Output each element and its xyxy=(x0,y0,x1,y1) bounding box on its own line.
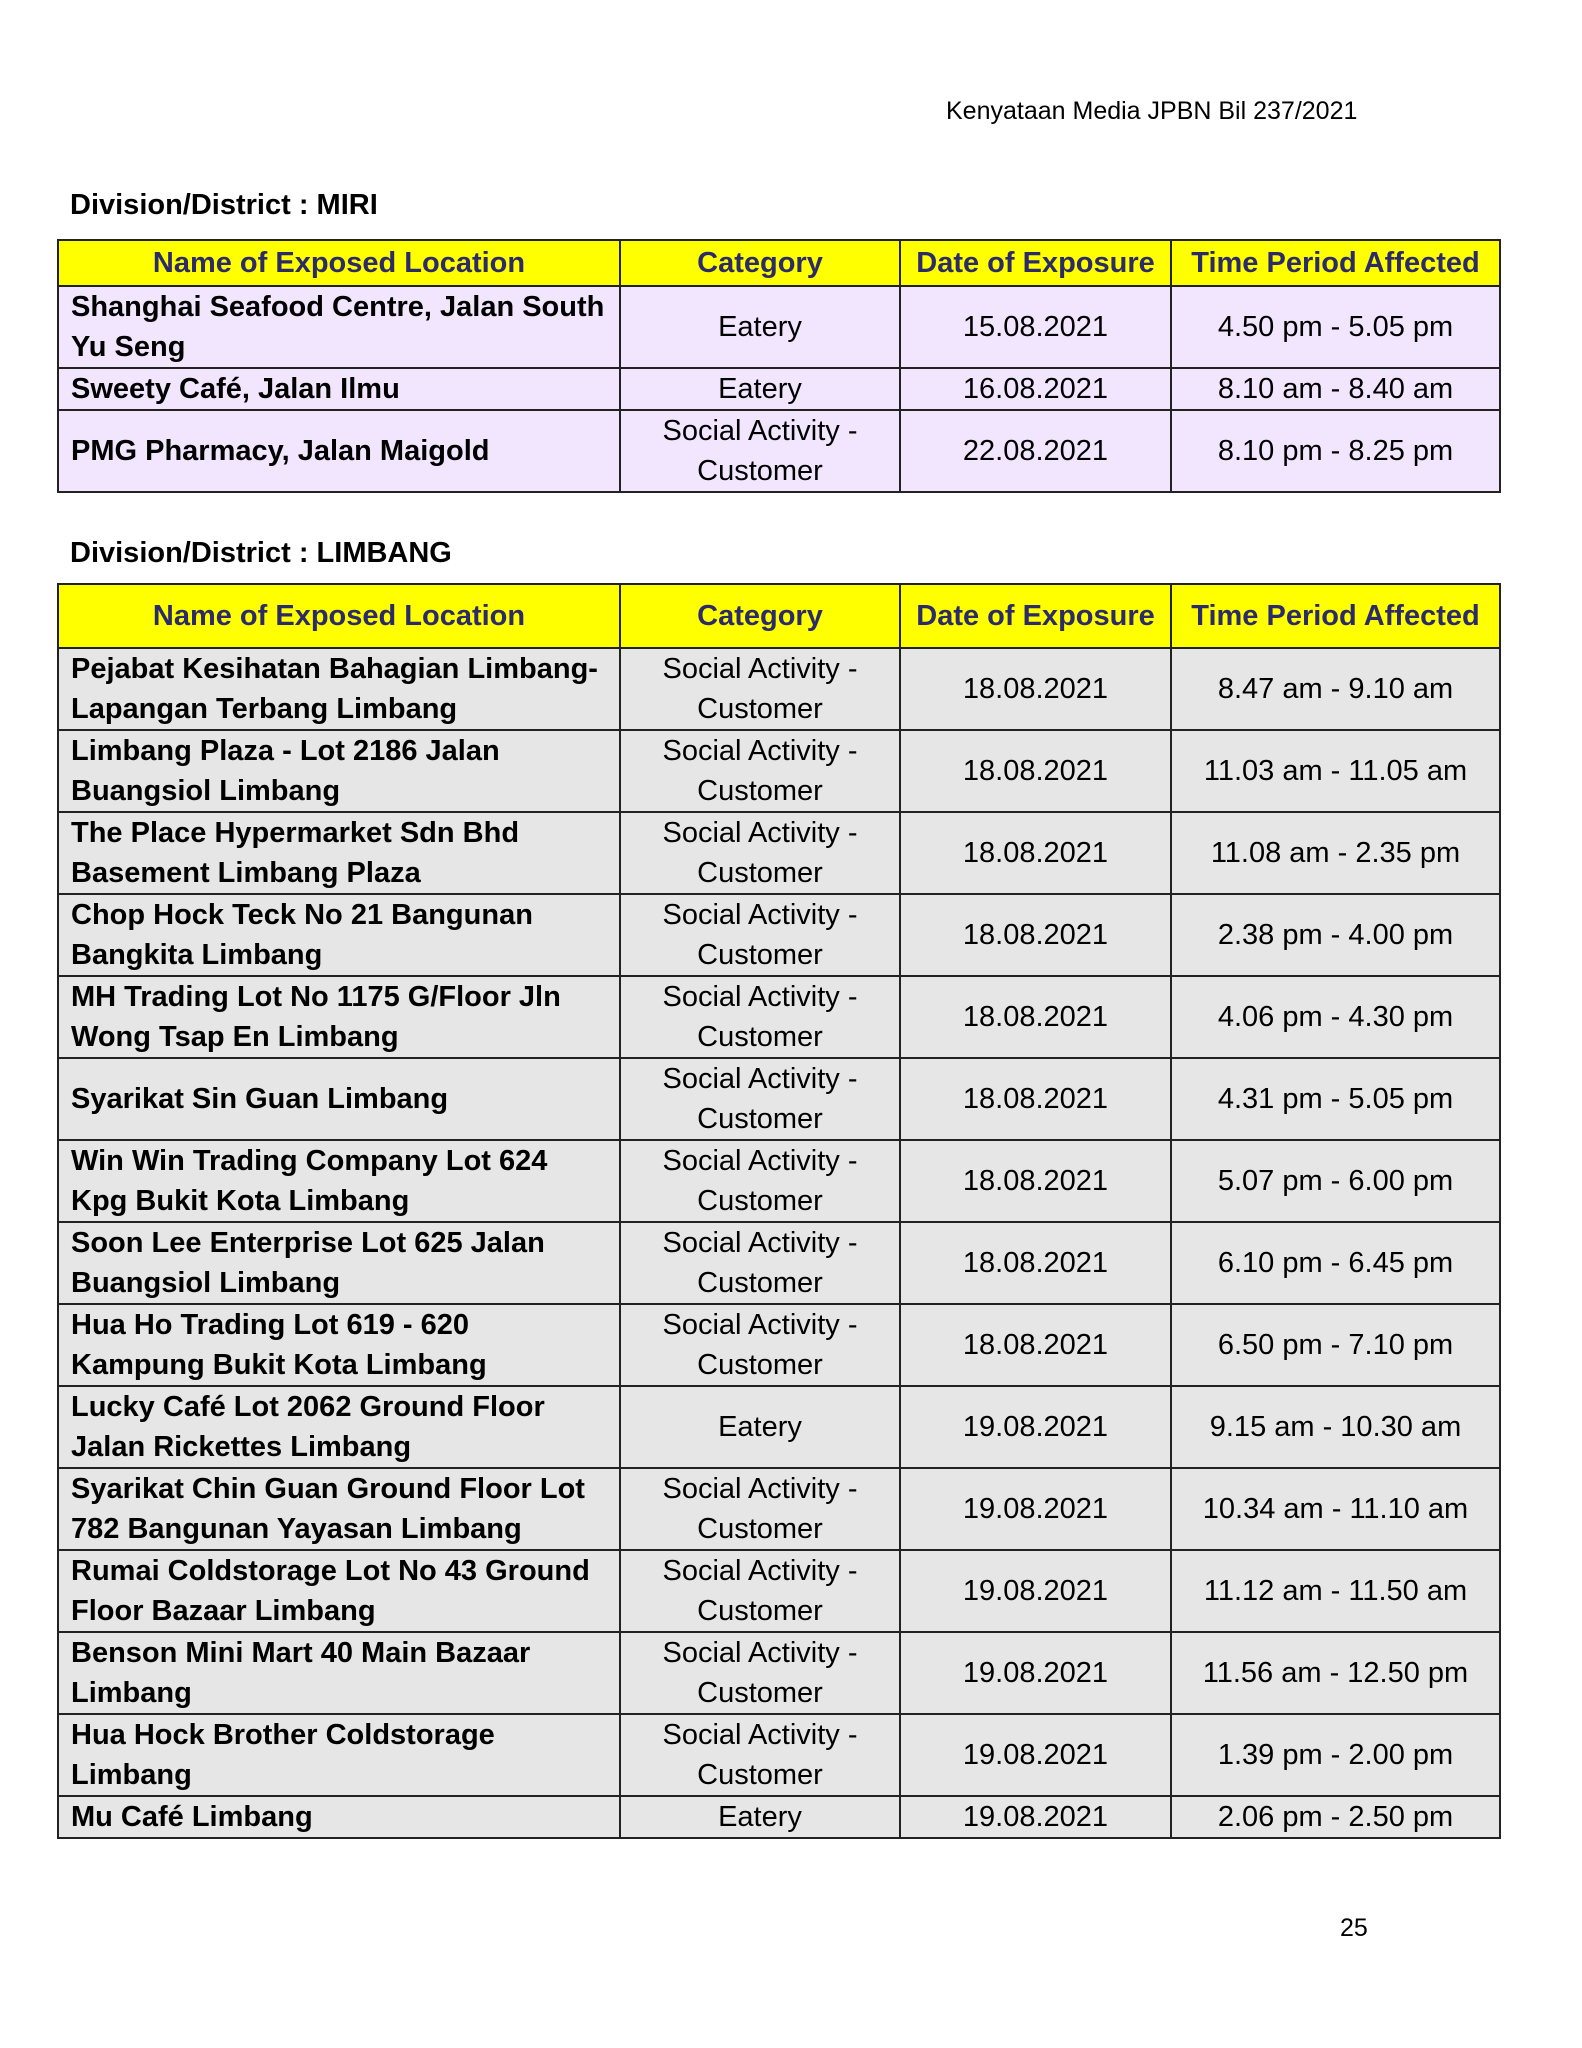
table-row xyxy=(58,1386,1500,1468)
date-cell: 18.08.2021 xyxy=(900,648,1171,730)
section-label-miri: Division/District : MIRI xyxy=(70,189,378,221)
table-row xyxy=(58,976,1500,1058)
table-header-row xyxy=(58,584,1500,648)
time-period-cell: 2.06 pm - 2.50 pm xyxy=(1171,1796,1500,1838)
column-header-category: Category xyxy=(620,584,900,648)
table-row xyxy=(58,1058,1500,1140)
category-cell: Social Activity - Customer xyxy=(620,1140,900,1222)
location-cell: The Place Hypermarket Sdn Bhd Basement Limbang Plaza xyxy=(58,812,620,894)
date-cell: 19.08.2021 xyxy=(900,1468,1171,1550)
table-row xyxy=(58,1468,1500,1550)
date-cell: 15.08.2021 xyxy=(900,286,1171,368)
time-period-cell: 11.03 am - 11.05 am xyxy=(1171,730,1500,812)
date-cell: 18.08.2021 xyxy=(900,730,1171,812)
category-cell: Eatery xyxy=(620,1386,900,1468)
location-cell: Soon Lee Enterprise Lot 625 Jalan Buangsiol Limbang xyxy=(58,1222,620,1304)
table-row xyxy=(58,1550,1500,1632)
time-period-cell: 2.38 pm - 4.00 pm xyxy=(1171,894,1500,976)
time-period-cell: 6.50 pm - 7.10 pm xyxy=(1171,1304,1500,1386)
location-cell: Syarikat Chin Guan Ground Floor Lot 782 Bangunan Yayasan Limbang xyxy=(58,1468,620,1550)
category-cell: Social Activity - Customer xyxy=(620,730,900,812)
date-cell: 19.08.2021 xyxy=(900,1796,1171,1838)
date-cell: 18.08.2021 xyxy=(900,976,1171,1058)
location-cell: Limbang Plaza - Lot 2186 Jalan Buangsiol Limbang xyxy=(58,730,620,812)
location-cell: Pejabat Kesihatan Bahagian Limbang-Lapangan Terbang Limbang xyxy=(58,648,620,730)
time-period-cell: 8.10 am - 8.40 am xyxy=(1171,368,1500,410)
category-cell: Social Activity - Customer xyxy=(620,1058,900,1140)
date-cell: 18.08.2021 xyxy=(900,1304,1171,1386)
location-cell: Shanghai Seafood Centre, Jalan South Yu Seng xyxy=(58,286,620,368)
date-cell: 19.08.2021 xyxy=(900,1714,1171,1796)
location-cell: Rumai Coldstorage Lot No 43 Ground Floor Bazaar Limbang xyxy=(58,1550,620,1632)
document-reference: Kenyataan Media JPBN Bil 237/2021 xyxy=(946,97,1358,125)
category-cell: Social Activity - Customer xyxy=(620,1550,900,1632)
table-row xyxy=(58,894,1500,976)
time-period-cell: 8.10 pm - 8.25 pm xyxy=(1171,410,1500,492)
date-cell: 18.08.2021 xyxy=(900,1222,1171,1304)
exposure-table-miri xyxy=(57,239,1501,493)
table-row xyxy=(58,1796,1500,1838)
table-row xyxy=(58,410,1500,492)
table-row xyxy=(58,730,1500,812)
category-cell: Social Activity - Customer xyxy=(620,894,900,976)
time-period-cell: 9.15 am - 10.30 am xyxy=(1171,1386,1500,1468)
table-body-miri xyxy=(58,286,1500,492)
column-header-location: Name of Exposed Location xyxy=(58,240,620,286)
category-cell: Eatery xyxy=(620,368,900,410)
time-period-cell: 11.12 am - 11.50 am xyxy=(1171,1550,1500,1632)
location-cell: PMG Pharmacy, Jalan Maigold xyxy=(58,410,620,492)
category-cell: Social Activity - Customer xyxy=(620,1222,900,1304)
time-period-cell: 11.08 am - 2.35 pm xyxy=(1171,812,1500,894)
table-row xyxy=(58,286,1500,368)
table-row xyxy=(58,368,1500,410)
time-period-cell: 4.31 pm - 5.05 pm xyxy=(1171,1058,1500,1140)
date-cell: 19.08.2021 xyxy=(900,1632,1171,1714)
table-body-limbang xyxy=(58,648,1500,1838)
date-cell: 18.08.2021 xyxy=(900,812,1171,894)
category-cell: Eatery xyxy=(620,1796,900,1838)
table-row xyxy=(58,1304,1500,1386)
column-header-category: Category xyxy=(620,240,900,286)
time-period-cell: 4.50 pm - 5.05 pm xyxy=(1171,286,1500,368)
location-cell: Lucky Café Lot 2062 Ground Floor Jalan Rickettes Limbang xyxy=(58,1386,620,1468)
exposure-table-limbang xyxy=(57,583,1501,1839)
table-row xyxy=(58,1222,1500,1304)
table-row xyxy=(58,1632,1500,1714)
location-cell: Chop Hock Teck No 21 Bangunan Bangkita Limbang xyxy=(58,894,620,976)
category-cell: Social Activity - Customer xyxy=(620,1468,900,1550)
category-cell: Social Activity - Customer xyxy=(620,812,900,894)
location-cell: Hua Ho Trading Lot 619 - 620 Kampung Bukit Kota Limbang xyxy=(58,1304,620,1386)
date-cell: 18.08.2021 xyxy=(900,1140,1171,1222)
column-header-time: Time Period Affected xyxy=(1171,240,1500,286)
location-cell: Hua Hock Brother Coldstorage Limbang xyxy=(58,1714,620,1796)
date-cell: 22.08.2021 xyxy=(900,410,1171,492)
time-period-cell: 1.39 pm - 2.00 pm xyxy=(1171,1714,1500,1796)
time-period-cell: 11.56 am - 12.50 pm xyxy=(1171,1632,1500,1714)
table-row xyxy=(58,1714,1500,1796)
date-cell: 18.08.2021 xyxy=(900,894,1171,976)
category-cell: Social Activity - Customer xyxy=(620,648,900,730)
date-cell: 16.08.2021 xyxy=(900,368,1171,410)
section-label-limbang: Division/District : LIMBANG xyxy=(70,537,452,569)
column-header-date: Date of Exposure xyxy=(900,584,1171,648)
table-row xyxy=(58,812,1500,894)
column-header-location: Name of Exposed Location xyxy=(58,584,620,648)
location-cell: MH Trading Lot No 1175 G/Floor Jln Wong Tsap En Limbang xyxy=(58,976,620,1058)
location-cell: Mu Café Limbang xyxy=(58,1796,620,1838)
location-cell: Win Win Trading Company Lot 624 Kpg Bukit Kota Limbang xyxy=(58,1140,620,1222)
category-cell: Social Activity - Customer xyxy=(620,1714,900,1796)
page-number: 25 xyxy=(1340,1914,1368,1942)
category-cell: Social Activity - Customer xyxy=(620,976,900,1058)
time-period-cell: 6.10 pm - 6.45 pm xyxy=(1171,1222,1500,1304)
location-cell: Syarikat Sin Guan Limbang xyxy=(58,1058,620,1140)
column-header-time: Time Period Affected xyxy=(1171,584,1500,648)
time-period-cell: 10.34 am - 11.10 am xyxy=(1171,1468,1500,1550)
category-cell: Eatery xyxy=(620,286,900,368)
category-cell: Social Activity - Customer xyxy=(620,410,900,492)
column-header-date: Date of Exposure xyxy=(900,240,1171,286)
location-cell: Sweety Café, Jalan Ilmu xyxy=(58,368,620,410)
category-cell: Social Activity - Customer xyxy=(620,1304,900,1386)
time-period-cell: 5.07 pm - 6.00 pm xyxy=(1171,1140,1500,1222)
date-cell: 19.08.2021 xyxy=(900,1386,1171,1468)
table-row xyxy=(58,1140,1500,1222)
date-cell: 19.08.2021 xyxy=(900,1550,1171,1632)
date-cell: 18.08.2021 xyxy=(900,1058,1171,1140)
time-period-cell: 4.06 pm - 4.30 pm xyxy=(1171,976,1500,1058)
category-cell: Social Activity - Customer xyxy=(620,1632,900,1714)
table-row xyxy=(58,648,1500,730)
table-header-row xyxy=(58,240,1500,286)
location-cell: Benson Mini Mart 40 Main Bazaar Limbang xyxy=(58,1632,620,1714)
time-period-cell: 8.47 am - 9.10 am xyxy=(1171,648,1500,730)
